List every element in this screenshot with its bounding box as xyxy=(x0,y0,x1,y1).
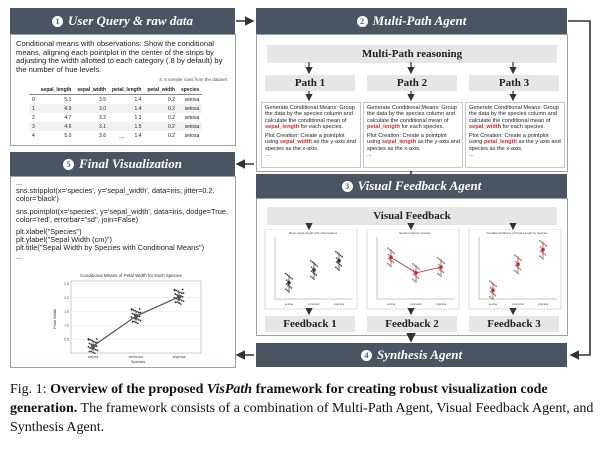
chart-mean-marker xyxy=(177,295,181,299)
chart-point xyxy=(132,313,134,315)
table-header-row xyxy=(29,85,202,95)
final-viz-header xyxy=(10,152,235,176)
code-line: sns.pointplot(x='species', y='sepal_width', data=iris, dodge=True, color='red', errorbar="sd", join=False) xyxy=(16,206,229,224)
final-code xyxy=(16,179,232,261)
col-header: sepal_length xyxy=(38,85,75,95)
cell: 1.4 xyxy=(134,132,142,139)
chart-point xyxy=(175,293,177,295)
thumb-point xyxy=(337,268,339,270)
thumb-point xyxy=(490,291,492,293)
thumb-point xyxy=(494,284,496,286)
thumb-point xyxy=(285,288,287,290)
cell: 3.6 xyxy=(99,132,106,139)
table-row xyxy=(29,122,202,131)
user-query-title: User Query & raw data xyxy=(68,13,193,28)
cell: 3.2 xyxy=(99,114,106,121)
thumb-point xyxy=(490,287,492,289)
table-row xyxy=(29,131,202,140)
thumb-point xyxy=(341,256,343,258)
feedback-2-label: Feedback 2 xyxy=(367,316,457,332)
code-line: plt.ylabel("Sepal Width (cm)") xyxy=(16,235,113,245)
thumb-point xyxy=(515,265,517,267)
thumb-point xyxy=(541,241,543,243)
path-3-more: ... xyxy=(469,152,474,159)
caption-prefix: Fig. 1: xyxy=(10,382,47,397)
thumb-point xyxy=(439,274,441,276)
thumb-point xyxy=(312,277,314,279)
thumb-point xyxy=(442,261,444,263)
user-query-text: Conditional means with observations: Show the conditional means, aligning each pointplot in the center of the strips by adjusting the width allotted to each category (.8 by default) by the number of hue levels. xyxy=(16,39,223,74)
thumb-point xyxy=(418,268,420,270)
thumb-point xyxy=(517,272,519,274)
table-row xyxy=(29,104,202,113)
chart-title: Conditional Means of Petal Width for Each Species xyxy=(80,273,182,278)
multi-path-title: Multi-Path Agent xyxy=(372,13,467,28)
thumb-point xyxy=(417,267,419,269)
visual-feedback-header xyxy=(256,174,567,198)
thumb-point xyxy=(539,240,541,242)
chart-point xyxy=(90,351,92,353)
thumb-x-tick: virginica xyxy=(333,302,345,306)
path-1-hl2: sepal_width xyxy=(279,139,312,146)
col-header: petal_width xyxy=(144,85,178,95)
thumb-x-tick: setosa xyxy=(386,302,396,306)
chart-point xyxy=(182,296,184,298)
figure-caption xyxy=(10,380,595,437)
thumb-point xyxy=(389,249,391,251)
step-number-5: 5 xyxy=(63,159,74,170)
col-header: petal_length xyxy=(109,85,144,95)
thumb-point xyxy=(437,257,439,259)
data-table xyxy=(29,85,202,140)
thumb-point xyxy=(288,291,290,293)
cell: 0 xyxy=(32,96,35,103)
thumb-point xyxy=(489,296,491,298)
chart-point xyxy=(133,321,135,323)
feedback-1-label: Feedback 1 xyxy=(265,316,355,332)
col-header: sepal_width xyxy=(74,85,109,95)
visual-feedback-subtitle: Visual Feedback xyxy=(267,207,557,225)
path-2-label: Path 2 xyxy=(367,75,457,91)
chart-point xyxy=(89,342,91,344)
path-1-more: ... xyxy=(265,152,270,159)
path-3-step2: Plot Creation: Create a pointplot using xyxy=(469,133,549,146)
path-3-box xyxy=(465,102,565,168)
thumb-point xyxy=(310,260,312,262)
thumb-point xyxy=(443,271,445,273)
path-3-hl1: sepal_width xyxy=(469,123,502,130)
final-viz-panel xyxy=(10,176,236,368)
cell: 0.2 xyxy=(168,114,175,121)
cell: setosa xyxy=(184,114,200,121)
chart-x-tick: setosa xyxy=(87,355,99,359)
thumb-point xyxy=(414,280,416,282)
cell: 5.1 xyxy=(64,96,72,103)
thumb-point xyxy=(443,262,445,264)
col-header xyxy=(29,85,38,95)
thumb-mean xyxy=(541,248,545,252)
thumb-title: Mean sepal length with observations xyxy=(288,231,338,235)
thumb-point xyxy=(414,264,416,266)
thumb-point xyxy=(541,257,543,259)
chart-point xyxy=(138,319,140,321)
feedback-3-label: Feedback 3 xyxy=(469,316,559,332)
thumb-point xyxy=(336,261,338,263)
thumb-point xyxy=(542,258,544,260)
chart-point xyxy=(139,308,141,310)
thumb-point xyxy=(440,275,442,277)
thumb-point xyxy=(338,269,340,271)
thumb-point xyxy=(519,258,521,260)
chart-point xyxy=(89,351,91,353)
chart-point xyxy=(89,347,91,349)
cell: 1.4 xyxy=(134,96,142,103)
thumb-point xyxy=(514,254,516,256)
path-3-hl2: petal_length xyxy=(483,139,517,146)
chart-point xyxy=(140,320,142,322)
thumb-point xyxy=(520,269,522,271)
cell: 0.2 xyxy=(168,123,175,130)
thumb-point xyxy=(316,274,318,276)
thumb-x-tick: virginica xyxy=(537,302,549,306)
cell: setosa xyxy=(184,132,200,139)
thumb-point xyxy=(389,264,391,266)
synthesis-title: Synthesis Agent xyxy=(376,347,463,362)
chart-y-tick: 2.0 xyxy=(64,295,69,300)
path-1-hl1: sepal_length xyxy=(265,123,300,130)
chart-point xyxy=(178,302,180,304)
chart-point xyxy=(175,301,177,303)
chart-y-tick: 0.5 xyxy=(64,337,69,342)
code-line: sns.stripplot(x='species', y='sepal_width', data=iris, jitter=0.2, color='black') xyxy=(16,186,215,204)
thumb-frame xyxy=(469,229,561,309)
step-number-4: 4 xyxy=(361,350,372,361)
thumb-point xyxy=(340,255,342,257)
chart-xlabel: Species xyxy=(130,359,146,364)
chart-point xyxy=(138,312,140,314)
step-number-2: 2 xyxy=(357,16,368,27)
chart-point xyxy=(135,322,137,324)
thumb-point xyxy=(415,281,417,283)
cell: 0.2 xyxy=(168,132,175,139)
multi-path-panel xyxy=(256,34,568,172)
path-2-more: ... xyxy=(367,152,372,159)
thumb-point xyxy=(291,278,293,280)
step-number-3: 3 xyxy=(342,181,353,192)
thumb-point xyxy=(311,267,313,269)
chart-point xyxy=(95,349,97,351)
feedback-thumbnail-1 xyxy=(265,229,357,309)
chart-point xyxy=(97,350,99,352)
thumb-point xyxy=(336,257,338,259)
chart-point xyxy=(137,322,139,324)
path-2-step2: Plot Creation: Create a pointplot using xyxy=(367,133,447,146)
cell: 2 xyxy=(32,114,35,121)
thumb-point xyxy=(495,295,497,297)
thumb-point xyxy=(437,273,439,275)
chart-y-tick: 1.5 xyxy=(64,309,69,314)
cell: 3.0 xyxy=(99,105,106,112)
chart-point xyxy=(183,300,185,302)
thumb-point xyxy=(335,266,337,268)
thumb-mean xyxy=(287,281,291,285)
cell: 4.6 xyxy=(64,123,72,130)
thumb-point xyxy=(313,278,315,280)
thumb-point xyxy=(392,251,394,253)
thumb-point xyxy=(515,261,517,263)
thumb-point xyxy=(439,258,441,260)
thumb-point xyxy=(387,247,389,249)
cell: 4.7 xyxy=(64,114,72,121)
thumb-point xyxy=(310,276,312,278)
multi-path-subtitle: Multi-Path reasoning xyxy=(267,45,557,63)
cell: 3.5 xyxy=(99,96,106,103)
thumb-point xyxy=(393,252,395,254)
caption-rest: The framework consists of a combination of Multi-Path Agent, Visual Feedback Agent, and Synthesis Agent. xyxy=(10,401,594,435)
thumb-x-tick: virginica xyxy=(435,302,447,306)
chart-point xyxy=(94,352,96,354)
path-1-label: Path 1 xyxy=(265,75,355,91)
chart-point xyxy=(131,316,133,318)
thumb-mean xyxy=(516,262,520,266)
final-viz-title: Final Visualization xyxy=(79,156,182,171)
cell: setosa xyxy=(184,96,200,103)
visual-feedback-panel xyxy=(256,198,568,336)
thumb-point xyxy=(516,271,518,273)
code-line: plt.title("Sepal Width by Species with Conditional Means") xyxy=(16,243,205,253)
chart-point xyxy=(89,339,91,341)
chart-mean-marker xyxy=(91,344,95,348)
path-3-step1: Generate Conditional Means: Group the data by the species column and calculate the conditional mean of xyxy=(469,105,559,124)
chart-point xyxy=(139,315,141,317)
thumb-frame xyxy=(367,229,459,309)
thumb-point xyxy=(418,277,420,279)
thumb-point xyxy=(495,286,497,288)
chart-ylabel: Petal Width xyxy=(52,308,57,330)
thumb-x-tick: versicolor xyxy=(308,302,320,306)
path-3-label: Path 3 xyxy=(469,75,559,91)
path-2-tail1: for each species. xyxy=(401,123,444,130)
feedback-thumbnail-2 xyxy=(367,229,459,309)
chart-point xyxy=(174,290,176,292)
thumb-point xyxy=(492,299,494,301)
arrow-multipath-to-synthesis xyxy=(568,21,590,355)
chart-point xyxy=(181,299,183,301)
final-chart xyxy=(51,271,211,365)
table-row xyxy=(29,113,202,122)
chart-x-tick: versicolor xyxy=(128,355,144,359)
user-query-panel xyxy=(10,34,236,146)
chart-mean-marker xyxy=(134,314,138,318)
thumb-point xyxy=(412,263,414,265)
chart-x-tick: virginica xyxy=(172,355,186,359)
feedback-thumbnails xyxy=(257,229,567,317)
multi-path-header xyxy=(256,8,567,34)
chart-y-tick: 1.0 xyxy=(64,323,69,328)
thumb-point xyxy=(489,280,491,282)
path-1-step2: Plot Creation: Create a pointplot using xyxy=(265,133,345,146)
thumb-point xyxy=(393,262,395,264)
thumb-point xyxy=(388,258,390,260)
thumb-point xyxy=(540,250,542,252)
chart-point xyxy=(181,292,183,294)
caption-italic: VisPath xyxy=(206,382,253,397)
thumb-point xyxy=(412,279,414,281)
thumb-point xyxy=(335,251,337,253)
path-3-text xyxy=(469,105,562,158)
thumb-point xyxy=(287,290,289,292)
col-header: species xyxy=(178,85,202,95)
cell: 0.2 xyxy=(168,105,175,112)
thumb-point xyxy=(312,261,314,263)
thumb-point xyxy=(311,270,313,272)
path-3-tail2: as the y-axis and species as the x-axis. xyxy=(469,139,561,152)
thumb-point xyxy=(341,265,343,267)
cell: 5.0 xyxy=(64,132,72,139)
cell: 1.5 xyxy=(134,123,142,130)
thumb-point xyxy=(520,259,522,261)
cell: 1 xyxy=(32,105,35,112)
cell: 0.2 xyxy=(168,96,175,103)
synthesis-header xyxy=(256,343,567,367)
thumb-x-tick: setosa xyxy=(488,302,498,306)
thumb-point xyxy=(545,245,547,247)
thumb-point xyxy=(316,265,318,267)
thumb-x-tick: versicolor xyxy=(410,302,422,306)
thumb-mean xyxy=(312,268,316,272)
thumb-point xyxy=(545,254,547,256)
feedback-thumbnail-3 xyxy=(469,229,561,309)
cell: 3.1 xyxy=(99,123,106,130)
path-2-tail2: as the y-axis and species as the x-axis. xyxy=(367,139,460,152)
cell: 4 xyxy=(32,132,35,139)
thumb-mean xyxy=(337,259,341,263)
chart-point xyxy=(96,345,98,347)
thumb-point xyxy=(286,283,288,285)
thumb-point xyxy=(540,246,542,248)
thumb-point xyxy=(290,277,292,279)
cell: setosa xyxy=(184,123,200,130)
path-1-text xyxy=(265,105,358,158)
chart-point xyxy=(182,289,184,291)
step-number-1: 1 xyxy=(52,16,63,27)
code-line: ... xyxy=(16,178,23,187)
code-line: ... xyxy=(16,251,23,261)
chart-point xyxy=(92,351,94,353)
cell: setosa xyxy=(184,105,200,112)
thumb-point xyxy=(315,264,317,266)
table-row xyxy=(29,95,202,105)
thumb-title: Sepal length by species xyxy=(399,231,431,235)
table-ellipsis: ... xyxy=(119,133,125,140)
chart-point xyxy=(175,290,177,292)
chart-point xyxy=(131,309,133,311)
thumb-point xyxy=(491,297,493,299)
path-1-tail1: for each species. xyxy=(300,123,344,130)
cell: 1.3 xyxy=(134,114,142,121)
thumb-point xyxy=(390,265,392,267)
thumb-point xyxy=(287,274,289,276)
caption-bold-1: Overview of the proposed xyxy=(50,382,204,397)
thumb-x-tick: setosa xyxy=(284,302,294,306)
path-2-hl1: petal_length xyxy=(367,123,400,130)
thumb-point xyxy=(388,254,390,256)
thumb-point xyxy=(544,244,546,246)
path-1-step1: Generate Conditional Means: Group the data by the species column and calculate the conditional mean of xyxy=(265,105,355,124)
path-3-tail1: for each species. xyxy=(502,123,545,130)
path-1-tail2: as the y-axis and species as the x-axis. xyxy=(265,139,356,152)
chart-point xyxy=(96,338,98,340)
chart-point xyxy=(88,346,90,348)
thumb-point xyxy=(516,256,518,258)
thumb-frame xyxy=(265,229,357,309)
thumb-point xyxy=(514,270,516,272)
table-note: 4, 5 sample rows from the dataset xyxy=(159,77,227,82)
thumb-point xyxy=(285,273,287,275)
path-2-step1: Generate Conditional Means: Group the data by the species column and calculate the conditional mean of xyxy=(367,105,457,124)
path-1-box xyxy=(261,102,361,168)
cell: 3 xyxy=(32,123,35,130)
caption-bold-2: framework for creating robust visualization code generation. xyxy=(10,382,548,416)
thumb-point xyxy=(291,287,293,289)
thumb-point xyxy=(438,264,440,266)
path-2-text xyxy=(367,105,460,158)
thumb-point xyxy=(337,252,339,254)
chart-point xyxy=(180,303,182,305)
chart-point xyxy=(176,301,178,303)
thumb-x-tick: versicolor xyxy=(512,302,524,306)
thumb-point xyxy=(539,255,541,257)
chart-point xyxy=(183,292,185,294)
path-2-box xyxy=(363,102,463,168)
cell: 4.9 xyxy=(64,105,72,112)
chart-point xyxy=(132,309,134,311)
chart-y-tick: 2.5 xyxy=(64,282,69,287)
cell: 1.4 xyxy=(134,105,142,112)
user-query-header xyxy=(10,8,235,34)
code-line: plt.xlabel("Species") xyxy=(16,227,82,237)
chart-point xyxy=(132,321,134,323)
thumb-title: Conditional Means of Petal Length by Species xyxy=(486,231,548,235)
chart-point xyxy=(88,339,90,341)
thumb-point xyxy=(387,263,389,265)
visual-feedback-title: Visual Feedback Agent xyxy=(357,178,482,193)
thumb-point xyxy=(413,273,415,275)
path-2-hl2: sepal_length xyxy=(381,139,417,146)
thumb-point xyxy=(491,282,493,284)
thumb-mean xyxy=(491,289,495,293)
thumb-point xyxy=(286,279,288,281)
